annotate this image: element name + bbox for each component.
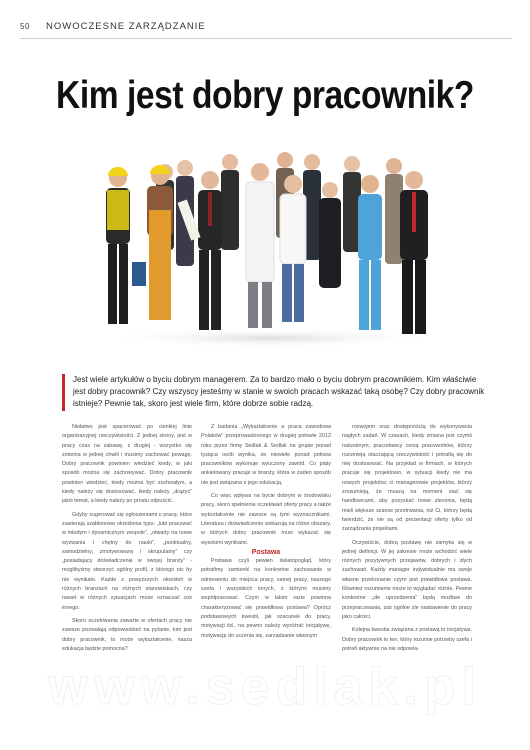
paragraph: Niełatwo jest spacerować po cienkiej linie organizacyjnej rzeczywistości. Z jednej strony, jest w pracy czas na zabawę, z drugiej - wszystko się zmienia w jednej chwili i musimy zachować powagę. Dobry pracownik powinien wiedzieć kiedy, w jaki sposób można się zachowywać. Dobry pracownik powinien wiedzieć, kiedy można być zuchwałym, a kiedy należy się dostosować, kiedy należy „drążyć” jakiś temat, a kiedy należy po prostu odpuścić. [62, 424, 192, 505]
paragraph: Oczywiście, dobrą postawę nie zamyka się w jednej definicji. W jej zakresie może wchodzić wiele różnych pozytywnych przejawów, dobrych i złych zachowań. Każdy manager indywidualnie ma swoje własne przekonanie czym jest prawidłowa postawa. Również rozumienie może to wyglądać różnie. Pewne konkretne „złe uprzedzenia” będą możliwe do przepracowania, zaś ogólne zle nastawienie do pracy jako całości. [342, 539, 472, 620]
section-title: NOWOCZESNE ZARZĄDZANIE [46, 21, 206, 32]
lead-paragraph [62, 374, 489, 411]
lead-text: Jest wiele artykułów o byciu dobrym managerem. Za to bardzo mało o byciu dobrym pracownikiem. Kim właściwie jest dobry pracownik? Czy wszyscy jesteśmy w stanie w swoich pracach wskazać taką osobę? Czy dobry pracownik istnieje? Pewnie tak, skoro jest wiele firm, które dobrze sobie radzą. [73, 375, 485, 409]
column-3 [342, 423, 472, 654]
paragraph: Gdyby sugerować się ogłoszeniami o pracę, które zawierają szablonowe określenia typu: „lubi pracować w młodym i dynamicznym zespole”, „otwarty na nowe wyzwania i chętny do nauki”, „punktualny, samodzielny, zmotywowany i skrupulatny” czy „posiadający doświadczenie w swojej branży” - moglibyśmy stworzyć ogólny profil, z którego nic by nie wynikało. Każde z powyższych określeń w różnych branżach na różnych stanowiskach, czy nawet w różnych sytuacjach może oznaczać coś innego. [62, 511, 192, 611]
article-title: Kim jest dobry pracownik? [56, 74, 474, 117]
paragraph: Kolejna kwestia związana z postawą to inicjatywa. Dobry pracownik to ten, który rozumie potrzeby szefa i potrafi aktywnie na nie odpowia- [342, 627, 472, 652]
page-number: 50 [20, 22, 30, 31]
paragraph: Postawa czyli pewien światopogląd, który potrafimy zamienić na konkretne zachowanie w odniesieniu do miejsca pracy, samej pracy, naszego szefa i wszystkich innych, z którymi musimy współpracować. Czym w takim razie powinna charakteryzować się prawidłowa postawa? Oprócz podstawowych kwestii, jak szacunek do pracy, motywacji itd., na pewno należy wyróżnić inicjatywę, motywację do uczenia się, zarządzanie własnym [201, 558, 331, 639]
paragraph: Skoro oczekiwania zawarte w ofertach pracy nie zawsze pozwalają odpowiedzieć na pytanie, kim jest dobry pracownik, to może wykształcenie, nasza edukacja będzie pomocna? [62, 617, 192, 652]
paragraph: rozwojem oraz dostępnością do wykonywania nagłych zadań. W czasach, kiedy zmiana jest czymś naturalnym, pracodawcy cenią pracowników, którzy rozumieją otaczającą rzeczywistość i potrafią się do niej dostosować. Na przykład w firmach, w których pracuje się projektowo, w sytuacji kiedy nie ma nowych projektów, ci managerowie projektów, którzy zrozumieją, że muszą na moment stać się handlowcami, aby pozyskać nowe zlecenia, będą mieli większe szanse przetrwania, niż Ci, którzy będą twierdzić, że nie są od prezentacji oferty tylko od zarządzania projektami. [342, 424, 472, 533]
column-2 [201, 423, 331, 641]
paragraph: Co więc wpływa na bycie dobrym w środowisku pracy, skoro spełnienie oczekiwań oferty pracy a także wykształcenie nie zawsze są tymi wyznacznikami. Literatura i doświadczenie wskazują na różne obszary, w których dobry pracownik musi wykazać się wysokimi wynikami. [201, 493, 331, 546]
header-rule [20, 38, 512, 39]
page-header [20, 18, 512, 38]
watermark [0, 660, 530, 720]
paragraph: Z badania „Wykształcenie a praca zawodowa Polaków” przeprowadzonego w drugiej połowie 2012 roku przez firmę Sedlak & Sedlak na grupie ponad tysiąca osób wynika, że niewiele ponad połowa pracowników wykonuje wyuczony zawód. Co piąty ankietowany pracuje w branży, która w żaden sposób nie jest związana z jego edukacją. [201, 424, 331, 486]
subheading-postawa: Postawa [251, 548, 281, 556]
watermark-text: www.sedlak.pl [47, 660, 483, 716]
column-1 [62, 423, 192, 654]
workers-group-photo [80, 140, 460, 355]
